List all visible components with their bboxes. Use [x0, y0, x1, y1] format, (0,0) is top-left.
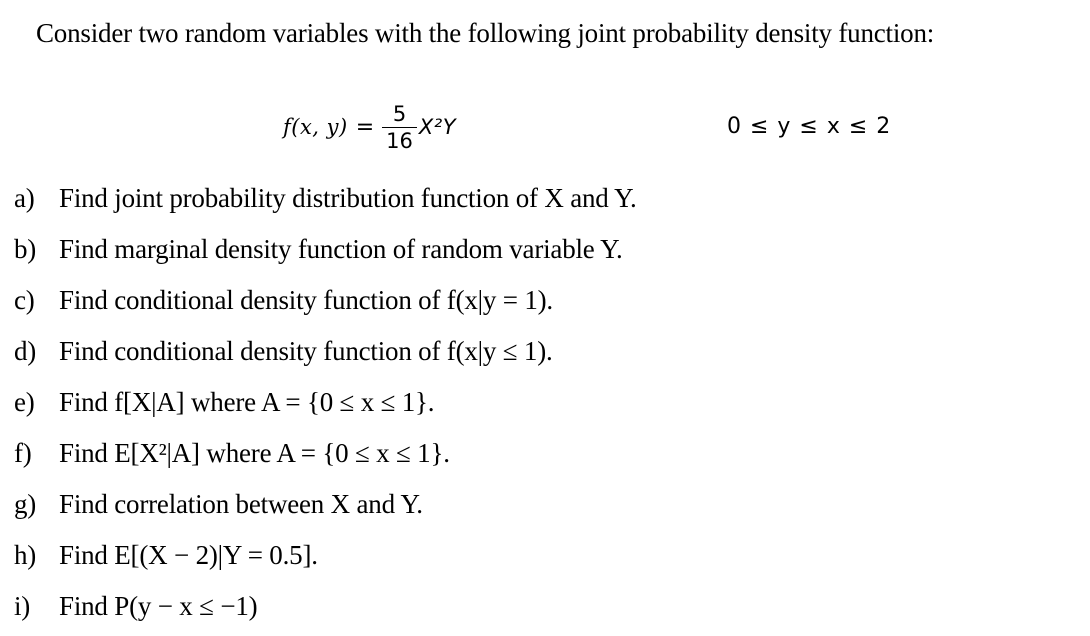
item-text: Find correlation between X and Y.	[59, 489, 423, 519]
formula-fraction	[382, 101, 417, 154]
question-item-d	[14, 326, 637, 377]
item-marker: h)	[14, 540, 37, 570]
question-item-e	[14, 377, 637, 428]
fraction-denominator: 16	[382, 127, 417, 154]
item-text: Find conditional density function of f(x|y ≤ 1).	[59, 336, 553, 366]
item-marker: a)	[14, 183, 35, 213]
item-marker: f)	[14, 438, 32, 468]
formula-domain: 0 ≤ y ≤ x ≤ 2	[727, 114, 892, 139]
fraction-numerator: 5	[392, 101, 407, 126]
item-text: Find E[(X − 2)|Y = 0.5].	[59, 540, 318, 570]
question-item-f	[14, 428, 637, 479]
item-text: Find f[X|A] where A = {0 ≤ x ≤ 1}.	[59, 387, 435, 417]
item-text: Find conditional density function of f(x|y = 1).	[59, 285, 553, 315]
question-item-b	[14, 224, 637, 275]
question-item-c	[14, 275, 637, 326]
item-text: Find E[X²|A] where A = {0 ≤ x ≤ 1}.	[59, 438, 450, 468]
joint-pdf-formula	[283, 91, 456, 163]
item-marker: b)	[14, 234, 37, 264]
problem-intro: Consider two random variables with the following joint probability density function:	[36, 18, 935, 48]
item-marker: d)	[14, 336, 37, 366]
question-item-h	[14, 530, 637, 581]
question-item-g	[14, 479, 637, 530]
item-text: Find marginal density function of random variable Y.	[59, 234, 623, 264]
item-text: Find P(y − x ≤ −1)	[59, 591, 258, 621]
item-marker: g)	[14, 489, 37, 519]
question-item-a	[14, 173, 637, 224]
formula-lhs: f(x, y)	[283, 115, 348, 139]
item-text: Find joint probability distribution function of X and Y.	[59, 183, 637, 213]
item-marker: i)	[14, 591, 31, 621]
item-marker: e)	[14, 387, 35, 417]
question-list	[14, 173, 637, 632]
question-item-i	[14, 581, 637, 632]
item-marker: c)	[14, 285, 35, 315]
formula-equals: =	[355, 114, 375, 140]
formula-rhs: X²Y	[418, 115, 457, 139]
